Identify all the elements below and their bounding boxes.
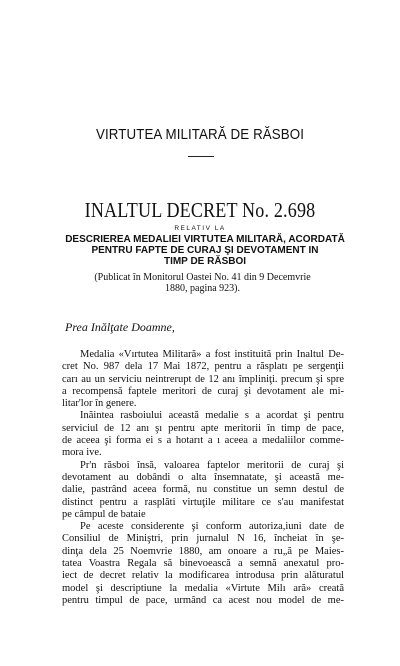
publication-line: (Publicat în Monitorul Oastei No. 41 din 9 Decemvrie bbox=[94, 272, 311, 283]
body-line: carı au un serviciu neintrerupt de 12 anı împliniţi. precum şi spre bbox=[62, 373, 344, 385]
publication-line: 1880, pagina 923). bbox=[165, 283, 240, 294]
body-line: distinct pentru a rasplăti virtuţile militare ce s'au manifestat bbox=[62, 496, 344, 508]
heading-line: TIMP DE RĂSBOI bbox=[163, 255, 247, 267]
body-line: mora ive. bbox=[62, 447, 102, 459]
heading-line: PENTRU FAPTE DE CURAJ ŞI DEVOTAMENT IN bbox=[91, 244, 319, 256]
publication-note bbox=[70, 272, 335, 294]
body-line: litar'lor în genere. bbox=[62, 398, 137, 410]
body-line: cret No. 987 dela 17 Mai 1872, pentru a răsplatı pe sergenţii bbox=[62, 361, 344, 373]
body-line: dalie, pastrând aceea formă, nu constitue un semn destul de bbox=[62, 484, 344, 496]
body-line: Pr'n răsboi însă, valoarea faptelor meritorii de curaj şi bbox=[80, 459, 344, 471]
body-line: dinţa dela 25 Noemvrie 1880, am onoare a ru„ă pe Maies- bbox=[62, 545, 344, 557]
running-title: VIRTUTEA MILITARĂ DE RĂSBOI bbox=[95, 127, 305, 143]
body-line: Consiliul de Miniştri, prin jurnalul N 16, încheiat în şe- bbox=[62, 533, 344, 545]
body-line: iect de decret relativ la modificarea introdusa prin alăturatul bbox=[62, 570, 344, 582]
body-line: tatea Voastra Regala să binevoească a semnă anexatul pro- bbox=[62, 558, 344, 570]
body-line: devotament au dobândi o alta însemnatate, şi această me- bbox=[62, 471, 344, 483]
body-line: de aceea şi forma ei s a hotarıt a ı aceea a medaliilor comme- bbox=[62, 435, 344, 447]
salutation: Prea Inălţate Doamne, bbox=[65, 320, 175, 334]
decree-heading bbox=[60, 235, 350, 267]
body-line: Medalia «Vırtutea Militară» a fost instituită prin Inaltul De- bbox=[80, 349, 344, 360]
relativ-la-label: RELATIV LA bbox=[174, 225, 226, 232]
body-line: pe câmpul de bataie bbox=[62, 508, 146, 520]
decree-title: INALTUL DECRET No. 2.698 bbox=[84, 198, 316, 222]
body-line: Pe aceste considerente şi conform autoriza,iuni date de bbox=[80, 521, 344, 533]
body-line: serviciul de 12 anı şı pentru apte meritorii în timp de pace, bbox=[62, 422, 344, 434]
body-line: pentru timpul de pace, urmând ca acest nou model de me- bbox=[62, 594, 344, 606]
body-line: Inăintea rasboiului această medalie s a acordat şi pentru bbox=[80, 410, 344, 422]
body-text bbox=[62, 349, 344, 607]
body-line: a recompensă faptele meritori de curaj şi devotament ale mi- bbox=[62, 385, 344, 397]
heading-line: DESCRIEREA MEDALIEI VIRTUTEA MILITARĂ, ACORDATĂ bbox=[65, 234, 345, 245]
body-line: model şi descriptiune la medalia «Virtute Milı ară» creată bbox=[62, 582, 344, 594]
title-divider bbox=[188, 156, 214, 157]
